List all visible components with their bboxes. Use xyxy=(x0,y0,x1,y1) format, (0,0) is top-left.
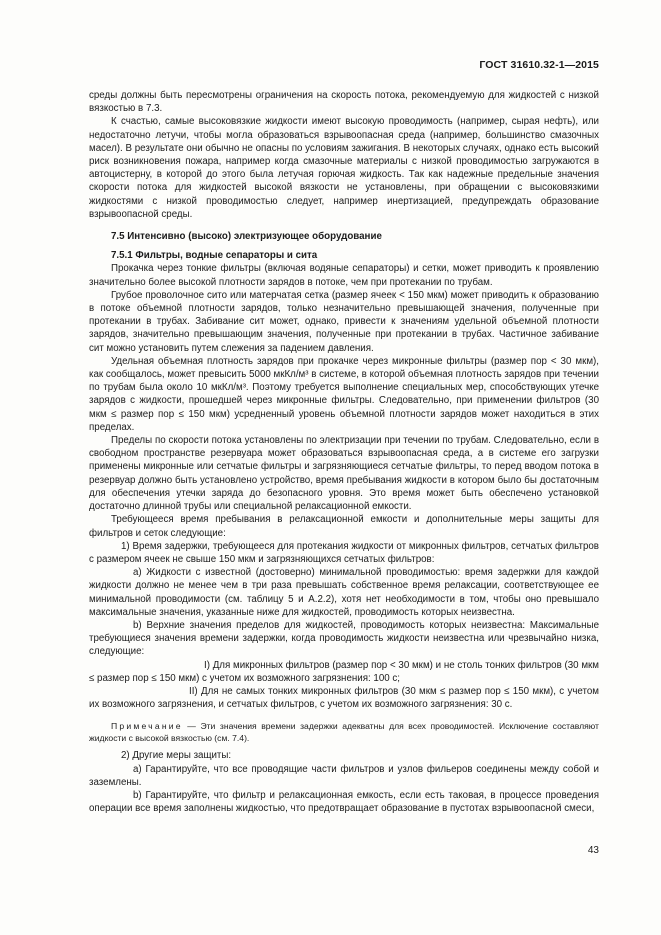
subsection-heading: 7.5.1 Фильтры, водные сепараторы и сита xyxy=(111,250,318,262)
page-number: 43 xyxy=(587,845,599,856)
paragraph: Прокачка через тонкие фильтры (включая водяные сепараторы) и сетки, может приводить к проявлению значительно более высокой плотности зарядов в потоке, чем при протекании по трубам. xyxy=(89,263,599,288)
paragraph: Требующееся время пребывания в релаксационной емкости и дополнительные меры защиты для фильтров и сеток следующие: xyxy=(89,514,599,539)
list-item: 1) Время задержки, требующееся для протекания жидкости от микронных фильтров, сетчатых фильтров с размером ячеек не свыше 150 мкм и загрязняющихся сетчатых фильтров: xyxy=(89,540,599,565)
section-heading: 7.5 Интенсивно (высоко) электризующее оборудование xyxy=(111,231,382,243)
list-item: II) Для не самых тонких микронных фильтров (30 мкм ≤ размер пор ≤ 150 мкм), с учетом их возможного загрязнения, и сетчатых фильтров, с учетом их возможного загрязнения: 30 с. xyxy=(89,685,599,711)
list-item: 2) Другие меры защиты: xyxy=(121,750,232,762)
list-item: а) Жидкости с известной (достоверно) минимальной проводимостью: время задержки для каждой жидкости должно не менее чем в три раза превышать собственное время релаксации, соответствующее ее минимальной проводимости (см. таблицу 5 и А.2.2), хотя нет необходимости в том, чтобы оно превышало максимальные значения, указанные ниже для жидкостей, проводимость которых неизвестна. xyxy=(89,567,599,618)
paragraph: Грубое проволочное сито или матерчатая сетка (размер ячеек < 150 мкм) может приводить к образованию в потоке объемной плотности зарядов, только незначительно превышающей значения, полученные при протекании в трубах. Забивание сит может, однако, привести к значениям удельной объемной плотности зарядов, значительно превышающим значения, полученные при протекании в трубах. Частичное забивание сит можно установить путем слежения за падением давления. xyxy=(89,289,599,354)
note-text: — Эти значения времени задержки адекватны для всех проводимостей. Исключение составляют жидкости с высокой вязкостью (см. 7.4). xyxy=(89,721,599,744)
list-item: а) Гарантируйте, что все проводящие части фильтров и узлов фильеров соединены между собой и заземлены. xyxy=(89,763,599,788)
list-item: b) Гарантируйте, что фильтр и релаксационная емкость, если есть таковая, в процессе проведения операции все время заполнены жидкостью, что предотвращает образование в пустотах взрывоопасной смеси, xyxy=(89,789,599,815)
paragraph: Пределы по скорости потока установлены по электризации при течении по трубам. Следовательно, если в свободном пространстве резервуара может образоваться взрывоопасная среда, а в системе его загрузки применены микронные или сетчатые фильтры и загрязняющиеся сетчатые фильтры, то перед вводом потока в резервуар должно быть установлено устройство, время пребывания жидкости в котором было бы достаточным для обеспечения утечки заряда до безопасного уровня. Это время может быть обеспечено установкой достаточно длинной трубы или специальной релаксационной емкости. xyxy=(89,435,599,513)
standard-header: ГОСТ 31610.32-1—2015 xyxy=(479,59,599,71)
list-item: b) Верхние значения пределов для жидкостей, проводимость которых неизвестна: Максимальные требующиеся значения времени задержки, когда проводимость жидкости неизвестна или чрезвычайно низка, следующие: xyxy=(89,619,599,658)
note xyxy=(89,720,599,744)
note-label: Примечание xyxy=(111,721,183,732)
paragraph: К счастью, самые высоковязкие жидкости имеют высокую проводимость (например, сырая нефть), или недостаточно летучи, чтобы могла образоваться взрывоопасная среда (например, большинство смазочных масел). В результате они обычно не опасны по условиям зажигания. В некоторых случаях, однако есть высокий риск возникновения пожара, например когда смазочные материалы с низкой проводимостью загружаются в автоцистерну, в которой до этого была летучая горючая жидкость. Так как надежные предельные значения скорости потока для жидкостей высокой вязкости не установлены, при обращении с высоковязкими жидкостями с низкой проводимостью следует, например инертизацией, предупреждать образование взрывоопасной среды. xyxy=(89,116,599,220)
paragraph: Удельная объемная плотность зарядов при прокачке через микронные фильтры (размер пор < 30 мкм), как сообщалось, может превысить 5000 мкКл/м³ в системе, в которой объемная плотность зарядов при течении по трубам была около 10 мкКл/м³. Поэтому требуется выполнение специальных мер, способствующих утечке зарядов с жидкости, прошедшей через микронные фильтры. Следовательно, при применении фильтров (30 мкм ≤ размер пор ≤ 150 мкм) усредненный уровень объемной плотности зарядов может находиться в этих пределах. xyxy=(89,355,599,433)
list-item: I) Для микронных фильтров (размер пор < 30 мкм) и не столь тонких фильтров (30 мкм ≤ размер пор ≤ 150 мкм) с учетом их возможного загрязнения: 100 с; xyxy=(89,659,599,684)
document-body xyxy=(89,89,599,815)
paragraph: среды должны быть пересмотрены ограничения на скорость потока, рекомендуемую для жидкостей с низкой вязкостью в 7.3. xyxy=(89,90,599,115)
